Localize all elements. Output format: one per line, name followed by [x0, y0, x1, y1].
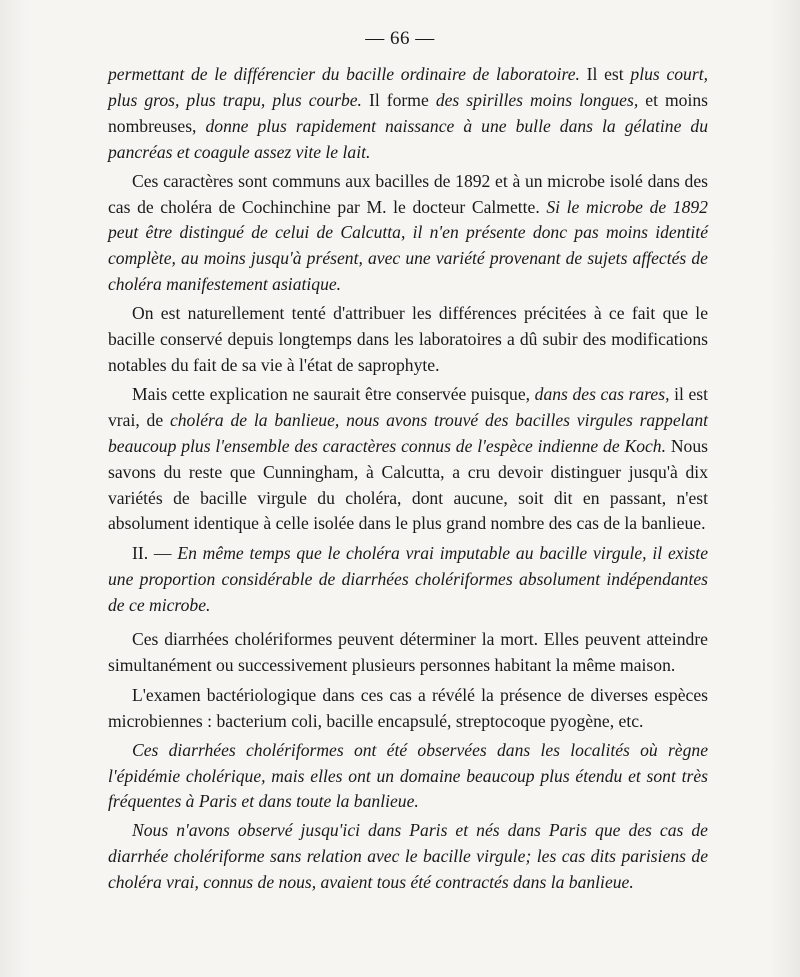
italic-run: Ces diarrhées cholériformes ont été observées dans les localités où règne l'épidémie cholérique, mais elles ont un domaine beaucoup plus étendu et sont très fréquentes à Paris et dans toute la banlieue.: [108, 739, 708, 812]
italic-run: permettant de le différencier du bacille ordinaire de laboratoire.: [108, 64, 580, 84]
paragraph: [108, 541, 708, 619]
paragraph: [108, 818, 708, 896]
italic-run: des spirilles moins longues,: [435, 89, 639, 110]
paragraph: [108, 62, 708, 166]
italic-run: donne plus rapidement naissance à une bulle dans la gélatine du pancréas et coagule assez vite le lait.: [108, 115, 709, 162]
italic-run: En même temps que le choléra vrai imputable au bacille virgule, il existe une proportion considérable de diarrhées cholériformes absolument indépendantes de ce microbe.: [108, 543, 709, 616]
italic-run: choléra de la banlieue, nous avons trouvé des bacilles virgules rappelant beaucoup plus l'ensemble des caractères connus de l'espèce indienne de Koch.: [108, 409, 709, 456]
text-run: L'examen bactériologique dans ces cas a révélé la présence de diverses espèces microbiennes : bacterium coli, bacille encapsulé, streptocoque pyogène, etc.: [108, 684, 708, 731]
text-run: et moins nombreuses,: [108, 89, 709, 136]
paragraph: [108, 169, 708, 299]
text-run: II. —: [132, 543, 178, 564]
text-run: On est naturellement tenté d'attribuer les différences précitées à ce fait que le bacille conservé depuis longtemps dans les laboratoires a dû subir des modifications notables du fait de sa vie à l'état de saprophyte.: [108, 303, 708, 375]
italic-run: dans des cas rares,: [534, 383, 670, 404]
page-number: — 66 —: [365, 28, 435, 49]
italic-run: Si le microbe de 1892 peut être distingué de celui de Calcutta, il n'en présente donc pas moins identité complète, au moins jusqu'à présent, avec une variété provenant de sujets affectés de choléra manifestement asiatique.: [108, 196, 708, 295]
text-run: il est vrai, de: [108, 383, 708, 430]
body-text: [108, 62, 708, 899]
italic-run: plus court, plus gros, plus trapu, plus courbe.: [108, 64, 708, 110]
text-run: Mais cette explication ne saurait être conservée puisque,: [132, 383, 535, 404]
paragraph: [108, 738, 708, 816]
paragraph: [108, 683, 708, 735]
paragraph: [108, 382, 708, 537]
text-run: Il est: [579, 64, 631, 84]
paragraph: [108, 627, 708, 679]
text-run: Ces diarrhées cholériformes peuvent déterminer la mort. Elles peuvent atteindre simultanément ou successivement plusieurs personnes habitant la même maison.: [108, 629, 708, 675]
paragraph: [108, 301, 708, 379]
italic-run: Nous n'avons observé jusqu'ici dans Paris et nés dans Paris que des cas de diarrhée cholériforme sans relation avec le bacille virgule; les cas dits parisiens de choléra vrai, connus de nous, avaient tous été contractés dans la banlieue.: [108, 820, 708, 893]
text-run: Nous savons du reste que Cunningham, à Calcutta, a cru devoir distinguer jusqu'à dix variétés de bacille virgule du choléra, dont aucune, soit dit en passant, n'est absolument identique à celle isolée dans le plus grand nombre des cas de la banlieue.: [108, 435, 709, 534]
text-run: Il forme: [361, 89, 436, 110]
text-run: Ces caractères sont communs aux bacilles de 1892 et à un microbe isolé dans des cas de choléra de Cochinchine par M. le docteur Calmette.: [108, 170, 708, 217]
